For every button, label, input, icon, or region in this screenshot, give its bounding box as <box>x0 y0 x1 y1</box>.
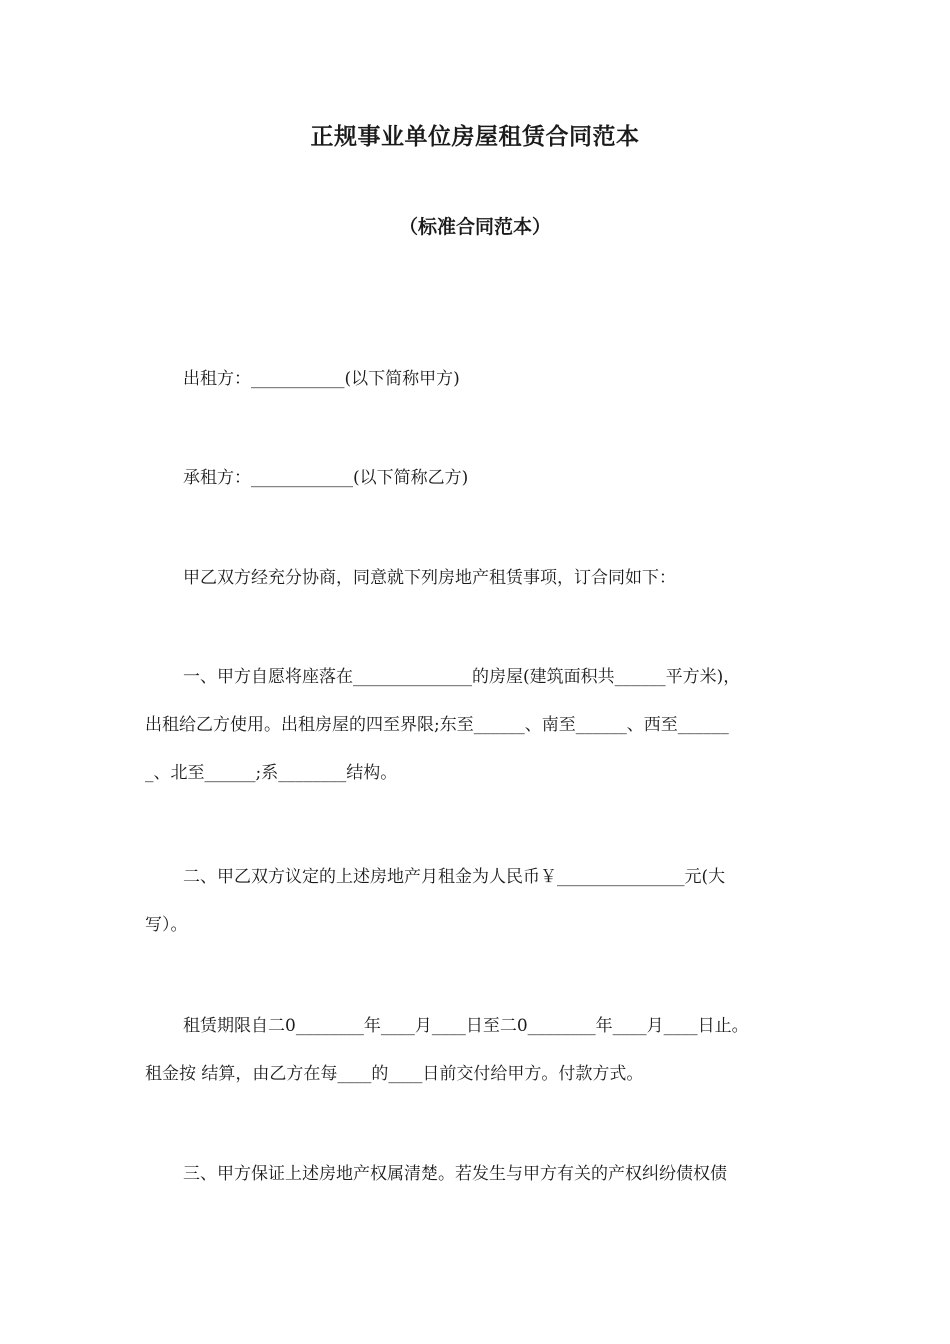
lessor-line: 出租方：___________(以下简称甲方) <box>183 369 460 389</box>
clause-1-line-2: 出租给乙方使用。出租房屋的四至界限;东至______、南至______、西至______ <box>145 715 729 735</box>
lease-term-line-1: 租赁期限自二0________年____月____日至二0________年____月____日止。 <box>183 1016 749 1036</box>
document-subtitle: （标准合同范本） <box>398 216 551 238</box>
clause-1-line-3: _、北至______;系________结构。 <box>145 763 398 783</box>
clause-2-line-2: 写）。 <box>145 915 188 935</box>
lease-term <box>145 1002 817 1098</box>
clause-1 <box>145 653 817 797</box>
lessee-line: 承租方：____________(以下简称乙方) <box>183 468 469 488</box>
clause-3-line-1: 三、甲方保证上述房地产权属清楚。若发生与甲方有关的产权纠纷债权债 <box>183 1164 727 1184</box>
clause-2-line-1: 二、甲乙双方议定的上述房地产月租金为人民币￥_______________元(大 <box>183 867 726 887</box>
clause-1-line-1: 一、甲方自愿将座落在______________的房屋(建筑面积共______平方米)， <box>183 667 741 687</box>
clause-2 <box>145 853 817 949</box>
lease-term-line-2: 租金按 结算，由乙方在每____的____日前交付给甲方。付款方式。 <box>145 1064 644 1084</box>
intro-line: 甲乙双方经充分协商，同意就下列房地产租赁事项，订合同如下： <box>183 568 676 588</box>
clause-3 <box>145 1150 817 1198</box>
document-title: 正规事业单位房屋租赁合同范本 <box>310 124 640 150</box>
